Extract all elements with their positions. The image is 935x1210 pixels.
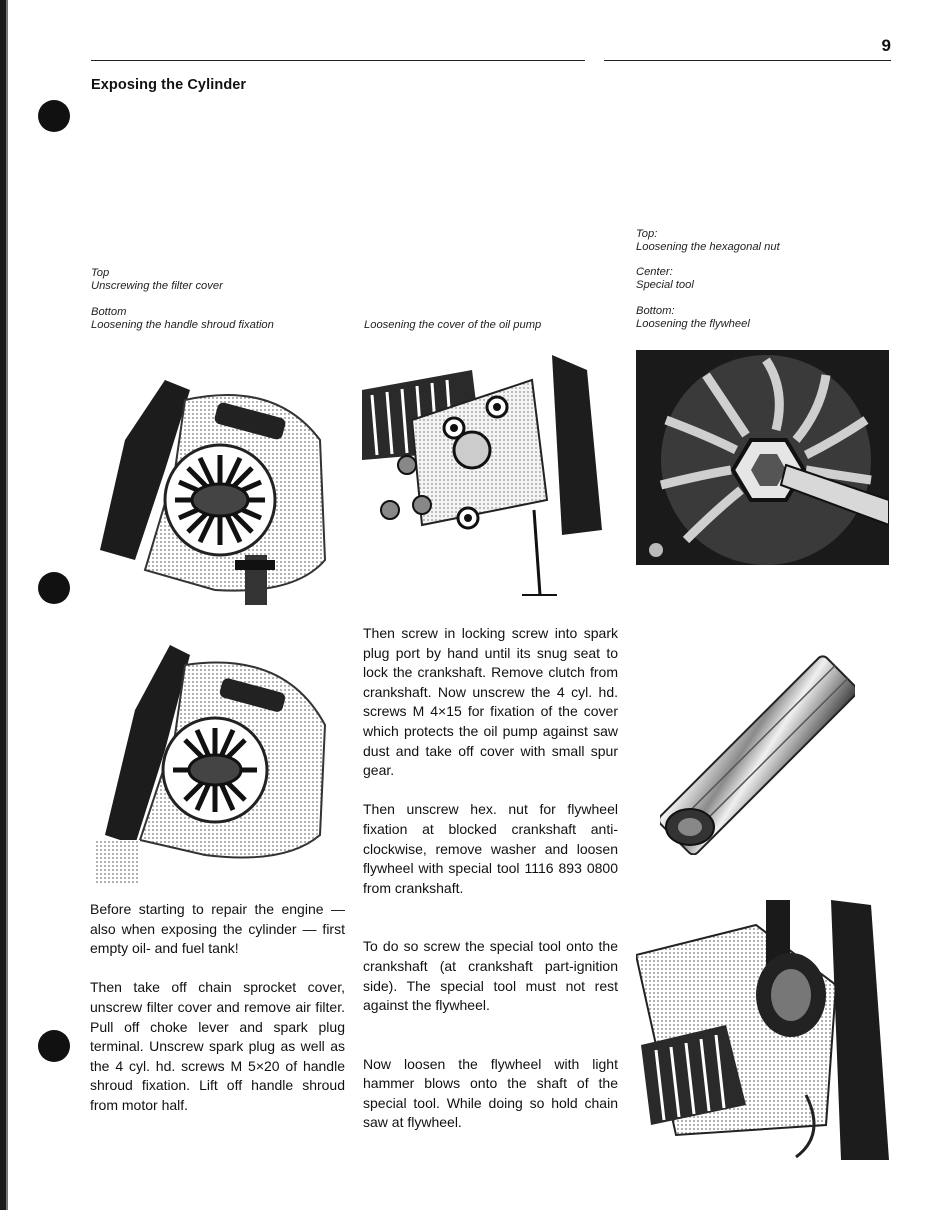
left-text-column xyxy=(90,900,345,1116)
punch-hole-top xyxy=(38,100,70,132)
photo-unscrewing-filter-cover xyxy=(95,360,335,610)
photo-hexagonal-nut xyxy=(636,350,889,565)
paragraph: Then unscrew hex. nut for flywheel fixation at blocked crankshaft anti-clockwise, remove washer and loosen flywheel with special tool 1116 893 0800 from crankshaft. xyxy=(363,801,618,896)
caption-right-top xyxy=(636,228,896,254)
photo-special-tool xyxy=(660,655,855,855)
caption-label: Top: xyxy=(636,228,658,240)
caption-right-center xyxy=(636,266,896,292)
caption-label: Center: xyxy=(636,266,673,278)
caption-text: Loosening the flywheel xyxy=(636,318,750,330)
binding-shadow xyxy=(6,0,8,1210)
caption-text: Loosening the hexagonal nut xyxy=(636,241,780,253)
photo-oil-pump-cover xyxy=(362,350,620,608)
paragraph: Before starting to repair the engine — also when exposing the cylinder — first empty oil- and fuel tank! xyxy=(90,901,345,957)
caption-label: Bottom xyxy=(91,306,127,318)
header-rule-left xyxy=(91,60,585,61)
page-number: 9 xyxy=(881,36,891,55)
middle-text-column xyxy=(363,624,618,1133)
caption-left-top xyxy=(91,267,351,293)
paragraph: Then screw in locking screw into spark plug port by hand until its snug seat to lock the crankshaft. Remove clutch from crankshaft. Now unscrew the 4 cyl. hd. screws M 4×15 for fixation of the cover which protects the oil pump against saw dust and take off cover with small spur gear. xyxy=(363,625,618,779)
paragraph: Now loosen the flywheel with light hammer blows onto the shaft of the special tool. While doing so hold chain saw at flywheel. xyxy=(363,1055,618,1131)
header-rule-right xyxy=(604,60,891,61)
photo-loosening-handle-shroud xyxy=(95,640,335,885)
photo-loosening-flywheel xyxy=(636,895,889,1160)
punch-hole-middle xyxy=(38,572,70,604)
caption-text: Special tool xyxy=(636,279,694,291)
caption-label: Bottom: xyxy=(636,305,675,317)
caption-right-bottom xyxy=(636,305,896,331)
caption-text: Loosening the handle shroud fixation xyxy=(91,319,274,331)
caption-left-bottom xyxy=(91,306,351,332)
paragraph: To do so screw the special tool onto the crankshaft (at crankshaft part-ignition side). The special tool must not rest against the flywheel. xyxy=(363,938,618,1014)
caption-label: Top xyxy=(91,267,110,279)
caption-middle: Loosening the cover of the oil pump xyxy=(364,319,542,331)
punch-hole-bottom xyxy=(38,1030,70,1062)
paragraph: Then take off chain sprocket cover, unscrew filter cover and remove air filter. Pull off choke lever and spark plug terminal. Unscrew spark plug as well as the 4 cyl. hd. screws M 5×20 of handle shroud fixation. Lift off handle shroud from motor half. xyxy=(90,979,345,1113)
caption-text: Unscrewing the filter cover xyxy=(91,280,223,292)
page-title: Exposing the Cylinder xyxy=(91,77,247,93)
